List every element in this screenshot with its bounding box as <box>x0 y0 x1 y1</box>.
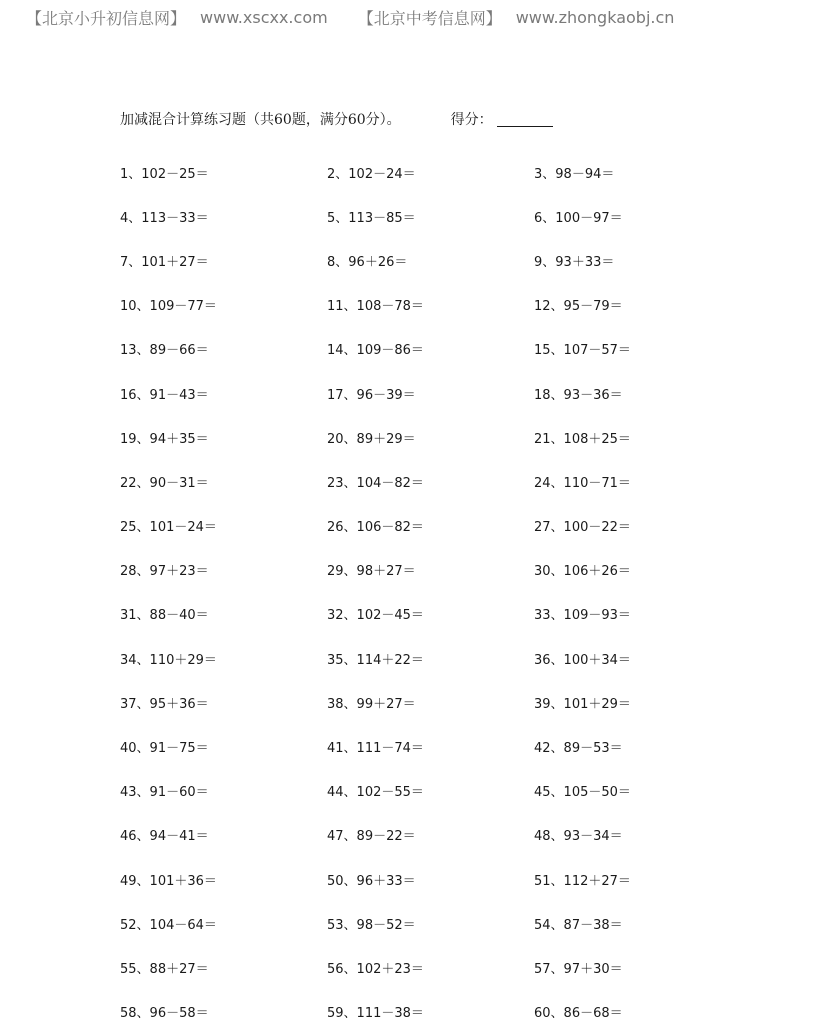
banner-tag-xiaoshengchu: 【北京小升初信息网】 <box>26 8 187 28</box>
problem-row <box>120 415 780 459</box>
problem-item: 2、102－24＝ <box>327 166 416 182</box>
worksheet-title: 加减混合计算练习题（共60题，满分60分）。 <box>120 112 401 128</box>
banner-link-xscxx[interactable]: www.xscxx.com <box>200 7 328 27</box>
header-banner <box>26 6 828 28</box>
problem-row <box>120 680 780 724</box>
problem-item: 58、96－58＝ <box>120 1006 209 1022</box>
problem-item: 26、106－82＝ <box>327 520 424 536</box>
problem-item: 17、96－39＝ <box>327 387 416 403</box>
problem-item: 43、91－60＝ <box>120 785 209 801</box>
problem-row <box>120 371 780 415</box>
problem-item: 24、110－71＝ <box>534 475 631 491</box>
problem-item: 30、106＋26＝ <box>534 564 631 580</box>
score-blank-line <box>497 112 553 127</box>
problem-item: 55、88＋27＝ <box>120 961 209 977</box>
problem-item: 54、87－38＝ <box>534 917 623 933</box>
problem-item: 16、91－43＝ <box>120 387 209 403</box>
score-label: 得分： <box>450 112 493 128</box>
problem-row <box>120 901 780 945</box>
problem-row <box>120 194 780 238</box>
problem-item: 1、102－25＝ <box>120 166 209 182</box>
problem-item: 28、97＋23＝ <box>120 564 209 580</box>
problem-row <box>120 238 780 282</box>
problem-item: 20、89＋29＝ <box>327 431 416 447</box>
problem-item: 49、101＋36＝ <box>120 873 217 889</box>
problem-item: 51、112＋27＝ <box>534 873 631 889</box>
problem-item: 29、98＋27＝ <box>327 564 416 580</box>
problem-item: 41、111－74＝ <box>327 741 424 757</box>
problem-item: 42、89－53＝ <box>534 741 623 757</box>
banner-link-zhongkaobj[interactable]: www.zhongkaobj.cn <box>515 7 675 27</box>
problem-row <box>120 813 780 857</box>
problem-row <box>120 724 780 768</box>
problem-item: 19、94＋35＝ <box>120 431 209 447</box>
problem-item: 15、107－57＝ <box>534 343 631 359</box>
problem-item: 46、94－41＝ <box>120 829 209 845</box>
problem-item: 27、100－22＝ <box>534 520 631 536</box>
problem-item: 60、86－68＝ <box>534 1006 623 1022</box>
problem-row <box>120 327 780 371</box>
problem-row <box>120 945 780 989</box>
problem-item: 57、97＋30＝ <box>534 961 623 977</box>
problem-row <box>120 857 780 901</box>
problem-item: 38、99＋27＝ <box>327 696 416 712</box>
problem-item: 7、101＋27＝ <box>120 254 209 270</box>
problem-item: 13、89－66＝ <box>120 343 209 359</box>
problem-item: 10、109－77＝ <box>120 299 217 315</box>
problem-item: 32、102－45＝ <box>327 608 424 624</box>
problem-item: 14、109－86＝ <box>327 343 424 359</box>
problem-item: 44、102－55＝ <box>327 785 424 801</box>
problem-item: 25、101－24＝ <box>120 520 217 536</box>
problem-item: 22、90－31＝ <box>120 475 209 491</box>
problem-item: 4、113－33＝ <box>120 210 209 226</box>
problem-item: 45、105－50＝ <box>534 785 631 801</box>
problem-row <box>120 548 780 592</box>
problem-item: 37、95＋36＝ <box>120 696 209 712</box>
problem-item: 31、88－40＝ <box>120 608 209 624</box>
problem-item: 40、91－75＝ <box>120 741 209 757</box>
problem-item: 11、108－78＝ <box>327 299 424 315</box>
problem-item: 5、113－85＝ <box>327 210 416 226</box>
problem-row <box>120 990 780 1034</box>
problem-item: 33、109－93＝ <box>534 608 631 624</box>
problem-item: 9、93＋33＝ <box>534 254 615 270</box>
problem-item: 56、102＋23＝ <box>327 961 424 977</box>
problem-item: 36、100＋34＝ <box>534 652 631 668</box>
problem-grid <box>120 150 780 1034</box>
problem-item: 8、96＋26＝ <box>327 254 408 270</box>
problem-item: 50、96＋33＝ <box>327 873 416 889</box>
problem-row <box>120 636 780 680</box>
banner-tag-zhongkao: 【北京中考信息网】 <box>357 8 502 28</box>
problem-item: 52、104－64＝ <box>120 917 217 933</box>
problem-row <box>120 769 780 813</box>
problem-row <box>120 459 780 503</box>
problem-row <box>120 150 780 194</box>
problem-item: 47、89－22＝ <box>327 829 416 845</box>
problem-item: 35、114＋22＝ <box>327 652 424 668</box>
problem-item: 39、101＋29＝ <box>534 696 631 712</box>
problem-item: 34、110＋29＝ <box>120 652 217 668</box>
problem-item: 21、108＋25＝ <box>534 431 631 447</box>
problem-item: 48、93－34＝ <box>534 829 623 845</box>
problem-item: 59、111－38＝ <box>327 1006 424 1022</box>
problem-item: 3、98－94＝ <box>534 166 615 182</box>
problem-item: 6、100－97＝ <box>534 210 623 226</box>
problem-row <box>120 592 780 636</box>
problem-item: 18、93－36＝ <box>534 387 623 403</box>
problem-item: 23、104－82＝ <box>327 475 424 491</box>
worksheet-header <box>120 108 553 130</box>
problem-item: 53、98－52＝ <box>327 917 416 933</box>
problem-row <box>120 283 780 327</box>
problem-row <box>120 504 780 548</box>
problem-item: 12、95－79＝ <box>534 299 623 315</box>
